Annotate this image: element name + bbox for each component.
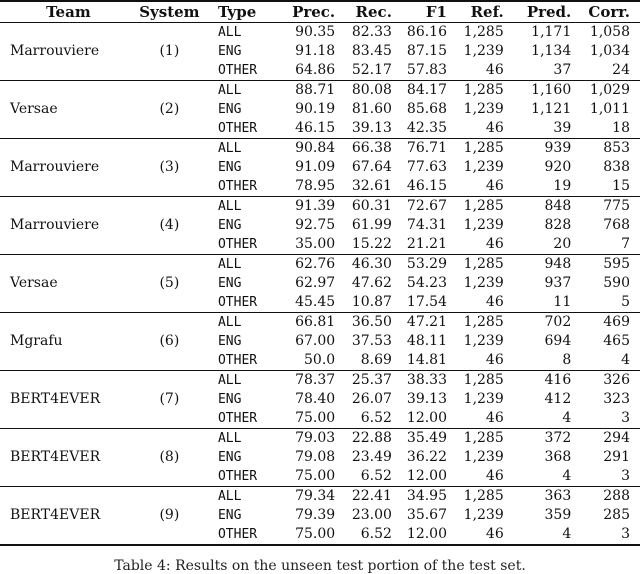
type-cell: ALL bbox=[217, 83, 242, 98]
type-cell: OTHER bbox=[217, 237, 258, 252]
rec-cell: 25.37 bbox=[351, 372, 392, 388]
ref-cell: 1,239 bbox=[463, 101, 504, 117]
team-cell: BERT4EVER bbox=[10, 507, 101, 523]
corr-cell: 1,029 bbox=[589, 82, 630, 98]
type-cell: ALL bbox=[217, 489, 242, 504]
ref-cell: 1,239 bbox=[463, 275, 504, 291]
corr-cell: 853 bbox=[603, 140, 630, 156]
prec-cell: 92.75 bbox=[295, 217, 336, 233]
rec-cell: 47.62 bbox=[351, 275, 392, 291]
type-cell: OTHER bbox=[217, 469, 258, 484]
system-cell: (9) bbox=[159, 507, 180, 523]
system-cell: (1) bbox=[159, 43, 180, 59]
ref-cell: 46 bbox=[485, 526, 504, 542]
prec-cell: 66.81 bbox=[295, 314, 336, 330]
prec-cell: 79.03 bbox=[295, 430, 336, 446]
team-cell: Versae bbox=[10, 101, 58, 117]
pred-cell: 1,134 bbox=[531, 43, 572, 59]
pred-cell: 1,121 bbox=[531, 101, 572, 117]
table-row bbox=[0, 23, 640, 43]
rec-cell: 8.69 bbox=[360, 352, 392, 368]
corr-cell: 285 bbox=[603, 507, 630, 523]
system-cell: (3) bbox=[159, 159, 180, 175]
corr-cell: 326 bbox=[603, 372, 630, 388]
header-ref: Ref. bbox=[470, 3, 504, 21]
corr-cell: 288 bbox=[603, 488, 630, 504]
rec-cell: 67.64 bbox=[351, 159, 392, 175]
prec-cell: 35.00 bbox=[295, 236, 336, 252]
pred-cell: 39 bbox=[553, 120, 572, 136]
team-cell: Marrouviere bbox=[10, 43, 100, 59]
f1-cell: 53.29 bbox=[406, 256, 447, 272]
type-cell: OTHER bbox=[217, 121, 258, 136]
type-cell: ENG bbox=[217, 392, 242, 407]
rec-cell: 36.50 bbox=[351, 314, 392, 330]
ref-cell: 1,285 bbox=[463, 198, 504, 214]
pred-cell: 4 bbox=[562, 468, 572, 484]
pred-cell: 1,171 bbox=[531, 24, 572, 40]
f1-cell: 77.63 bbox=[406, 159, 447, 175]
f1-cell: 39.13 bbox=[406, 391, 447, 407]
system-group bbox=[0, 197, 640, 255]
type-cell: ENG bbox=[217, 218, 242, 233]
prec-cell: 78.37 bbox=[295, 372, 336, 388]
type-cell: OTHER bbox=[217, 411, 258, 426]
table-row bbox=[0, 81, 640, 101]
table-row bbox=[0, 313, 640, 333]
pred-cell: 4 bbox=[562, 410, 572, 426]
ref-cell: 1,285 bbox=[463, 24, 504, 40]
corr-cell: 291 bbox=[603, 449, 630, 465]
ref-cell: 1,285 bbox=[463, 82, 504, 98]
header-system: System bbox=[139, 3, 200, 21]
prec-cell: 50.0 bbox=[304, 352, 336, 368]
type-cell: ALL bbox=[217, 431, 242, 446]
corr-cell: 590 bbox=[603, 275, 630, 291]
prec-cell: 91.09 bbox=[295, 159, 336, 175]
header-type: Type bbox=[217, 3, 257, 21]
team-cell: BERT4EVER bbox=[10, 449, 101, 465]
prec-cell: 62.97 bbox=[295, 275, 336, 291]
corr-cell: 1,034 bbox=[589, 43, 630, 59]
pred-cell: 412 bbox=[544, 391, 572, 407]
team-cell: Mgrafu bbox=[10, 333, 63, 349]
type-cell: ENG bbox=[217, 334, 242, 349]
f1-cell: 84.17 bbox=[406, 82, 447, 98]
rec-cell: 81.60 bbox=[351, 101, 392, 117]
prec-cell: 78.95 bbox=[295, 178, 336, 194]
prec-cell: 90.84 bbox=[295, 140, 336, 156]
f1-cell: 35.67 bbox=[406, 507, 447, 523]
rec-cell: 6.52 bbox=[360, 468, 392, 484]
rec-cell: 39.13 bbox=[351, 120, 392, 136]
ref-cell: 46 bbox=[485, 120, 504, 136]
f1-cell: 38.33 bbox=[406, 372, 447, 388]
corr-cell: 3 bbox=[621, 526, 630, 542]
ref-cell: 46 bbox=[485, 294, 504, 310]
corr-cell: 469 bbox=[603, 314, 630, 330]
f1-cell: 42.35 bbox=[406, 120, 447, 136]
prec-cell: 75.00 bbox=[295, 410, 336, 426]
type-cell: ALL bbox=[217, 141, 242, 156]
system-group bbox=[0, 139, 640, 197]
team-cell: BERT4EVER bbox=[10, 391, 101, 407]
f1-cell: 74.31 bbox=[406, 217, 447, 233]
corr-cell: 294 bbox=[603, 430, 630, 446]
prec-cell: 79.39 bbox=[295, 507, 336, 523]
rec-cell: 23.00 bbox=[351, 507, 392, 523]
table-row bbox=[0, 139, 640, 159]
system-group bbox=[0, 313, 640, 371]
f1-cell: 85.68 bbox=[406, 101, 447, 117]
type-cell: OTHER bbox=[217, 63, 258, 78]
header-team: Team bbox=[46, 3, 91, 21]
corr-cell: 323 bbox=[603, 391, 630, 407]
prec-cell: 90.35 bbox=[295, 24, 336, 40]
type-cell: ALL bbox=[217, 199, 242, 214]
rec-cell: 22.88 bbox=[351, 430, 392, 446]
corr-cell: 3 bbox=[621, 410, 630, 426]
ref-cell: 1,239 bbox=[463, 159, 504, 175]
f1-cell: 14.81 bbox=[406, 352, 447, 368]
table-header bbox=[0, 1, 640, 23]
ref-cell: 1,239 bbox=[463, 43, 504, 59]
type-cell: ENG bbox=[217, 44, 242, 59]
corr-cell: 24 bbox=[612, 62, 630, 78]
team-cell: Marrouviere bbox=[10, 217, 100, 233]
ref-cell: 1,239 bbox=[463, 217, 504, 233]
pred-cell: 694 bbox=[544, 333, 572, 349]
corr-cell: 1,011 bbox=[589, 101, 630, 117]
f1-cell: 47.21 bbox=[406, 314, 447, 330]
pred-cell: 19 bbox=[553, 178, 572, 194]
rec-cell: 26.07 bbox=[351, 391, 392, 407]
f1-cell: 12.00 bbox=[406, 526, 447, 542]
pred-cell: 11 bbox=[553, 294, 572, 310]
ref-cell: 1,285 bbox=[463, 430, 504, 446]
rec-cell: 82.33 bbox=[351, 24, 392, 40]
pred-cell: 37 bbox=[553, 62, 572, 78]
ref-cell: 46 bbox=[485, 62, 504, 78]
table-row bbox=[0, 487, 640, 507]
f1-cell: 87.15 bbox=[406, 43, 447, 59]
pred-cell: 368 bbox=[544, 449, 572, 465]
prec-cell: 78.40 bbox=[295, 391, 336, 407]
ref-cell: 46 bbox=[485, 178, 504, 194]
pred-cell: 920 bbox=[544, 159, 572, 175]
corr-cell: 18 bbox=[612, 120, 630, 136]
system-cell: (8) bbox=[159, 449, 180, 465]
f1-cell: 46.15 bbox=[406, 178, 447, 194]
ref-cell: 46 bbox=[485, 236, 504, 252]
prec-cell: 91.39 bbox=[295, 198, 336, 214]
rec-cell: 6.52 bbox=[360, 526, 392, 542]
pred-cell: 372 bbox=[544, 430, 572, 446]
ref-cell: 1,285 bbox=[463, 488, 504, 504]
corr-cell: 3 bbox=[621, 468, 630, 484]
corr-cell: 1,058 bbox=[589, 24, 630, 40]
rec-cell: 52.17 bbox=[351, 62, 392, 78]
pred-cell: 939 bbox=[544, 140, 572, 156]
table-row bbox=[0, 429, 640, 449]
f1-cell: 35.49 bbox=[406, 430, 447, 446]
pred-cell: 848 bbox=[544, 198, 572, 214]
pred-cell: 828 bbox=[544, 217, 572, 233]
f1-cell: 86.16 bbox=[406, 24, 447, 40]
ref-cell: 46 bbox=[485, 468, 504, 484]
type-cell: ENG bbox=[217, 102, 242, 117]
table-row bbox=[0, 255, 640, 275]
f1-cell: 12.00 bbox=[406, 468, 447, 484]
f1-cell: 72.67 bbox=[406, 198, 447, 214]
corr-cell: 775 bbox=[603, 198, 630, 214]
pred-cell: 363 bbox=[544, 488, 572, 504]
f1-cell: 12.00 bbox=[406, 410, 447, 426]
f1-cell: 34.95 bbox=[406, 488, 447, 504]
ref-cell: 46 bbox=[485, 410, 504, 426]
prec-cell: 46.15 bbox=[295, 120, 336, 136]
system-group bbox=[0, 371, 640, 429]
type-cell: ALL bbox=[217, 373, 242, 388]
prec-cell: 90.19 bbox=[295, 101, 336, 117]
type-cell: ENG bbox=[217, 450, 242, 465]
header-row bbox=[0, 1, 640, 23]
type-cell: OTHER bbox=[217, 527, 258, 542]
rec-cell: 6.52 bbox=[360, 410, 392, 426]
system-group bbox=[0, 81, 640, 139]
table-caption: Table 4: Results on the unseen test portion of the test set. bbox=[114, 558, 526, 574]
prec-cell: 45.45 bbox=[295, 294, 336, 310]
corr-cell: 15 bbox=[612, 178, 630, 194]
rec-cell: 10.87 bbox=[351, 294, 392, 310]
pred-cell: 416 bbox=[544, 372, 572, 388]
type-cell: ALL bbox=[217, 315, 242, 330]
rec-cell: 22.41 bbox=[351, 488, 392, 504]
prec-cell: 62.76 bbox=[295, 256, 336, 272]
system-group bbox=[0, 255, 640, 313]
system-cell: (6) bbox=[159, 333, 180, 349]
f1-cell: 57.83 bbox=[406, 62, 447, 78]
prec-cell: 75.00 bbox=[295, 468, 336, 484]
rec-cell: 83.45 bbox=[351, 43, 392, 59]
header-prec: Prec. bbox=[292, 3, 336, 21]
rec-cell: 46.30 bbox=[351, 256, 392, 272]
f1-cell: 21.21 bbox=[406, 236, 447, 252]
f1-cell: 76.71 bbox=[406, 140, 447, 156]
type-cell: ENG bbox=[217, 160, 242, 175]
ref-cell: 1,285 bbox=[463, 140, 504, 156]
team-cell: Versae bbox=[10, 275, 58, 291]
ref-cell: 1,239 bbox=[463, 391, 504, 407]
system-cell: (4) bbox=[159, 217, 180, 233]
system-cell: (2) bbox=[159, 101, 180, 117]
corr-cell: 7 bbox=[621, 236, 630, 252]
corr-cell: 768 bbox=[603, 217, 630, 233]
prec-cell: 79.08 bbox=[295, 449, 336, 465]
prec-cell: 75.00 bbox=[295, 526, 336, 542]
ref-cell: 46 bbox=[485, 352, 504, 368]
prec-cell: 67.00 bbox=[295, 333, 336, 349]
header-corr: Corr. bbox=[588, 3, 630, 21]
pred-cell: 8 bbox=[562, 352, 572, 368]
rec-cell: 23.49 bbox=[351, 449, 392, 465]
system-group bbox=[0, 23, 640, 81]
pred-cell: 937 bbox=[544, 275, 572, 291]
rec-cell: 15.22 bbox=[351, 236, 392, 252]
corr-cell: 595 bbox=[603, 256, 630, 272]
corr-cell: 838 bbox=[603, 159, 630, 175]
ref-cell: 1,239 bbox=[463, 449, 504, 465]
prec-cell: 91.18 bbox=[295, 43, 336, 59]
type-cell: OTHER bbox=[217, 179, 258, 194]
table-row bbox=[0, 371, 640, 391]
header-pred: Pred. bbox=[526, 3, 572, 21]
prec-cell: 64.86 bbox=[295, 62, 336, 78]
rec-cell: 37.53 bbox=[351, 333, 392, 349]
corr-cell: 5 bbox=[621, 294, 630, 310]
type-cell: OTHER bbox=[217, 353, 258, 368]
rec-cell: 61.99 bbox=[351, 217, 392, 233]
type-cell: OTHER bbox=[217, 295, 258, 310]
f1-cell: 36.22 bbox=[406, 449, 447, 465]
ref-cell: 1,285 bbox=[463, 372, 504, 388]
pred-cell: 1,160 bbox=[531, 82, 572, 98]
system-cell: (7) bbox=[159, 391, 180, 407]
rec-cell: 66.38 bbox=[351, 140, 392, 156]
pred-cell: 359 bbox=[544, 507, 572, 523]
f1-cell: 48.11 bbox=[406, 333, 447, 349]
f1-cell: 17.54 bbox=[406, 294, 447, 310]
ref-cell: 1,239 bbox=[463, 507, 504, 523]
pred-cell: 20 bbox=[553, 236, 572, 252]
ref-cell: 1,239 bbox=[463, 333, 504, 349]
system-cell: (5) bbox=[159, 275, 180, 291]
table-row bbox=[0, 197, 640, 217]
pred-cell: 948 bbox=[544, 256, 572, 272]
ref-cell: 1,285 bbox=[463, 314, 504, 330]
rec-cell: 32.61 bbox=[351, 178, 392, 194]
team-cell: Marrouviere bbox=[10, 159, 100, 175]
pred-cell: 702 bbox=[544, 314, 572, 330]
header-rec: Rec. bbox=[355, 3, 392, 21]
corr-cell: 465 bbox=[603, 333, 630, 349]
type-cell: ENG bbox=[217, 508, 242, 523]
system-group bbox=[0, 487, 640, 546]
pred-cell: 4 bbox=[562, 526, 572, 542]
header-f1: F1 bbox=[425, 3, 447, 21]
type-cell: ALL bbox=[217, 25, 242, 40]
type-cell: ALL bbox=[217, 257, 242, 272]
system-group bbox=[0, 429, 640, 487]
ref-cell: 1,285 bbox=[463, 256, 504, 272]
prec-cell: 79.34 bbox=[295, 488, 336, 504]
prec-cell: 88.71 bbox=[295, 82, 336, 98]
type-cell: ENG bbox=[217, 276, 242, 291]
rec-cell: 80.08 bbox=[351, 82, 392, 98]
f1-cell: 54.23 bbox=[406, 275, 447, 291]
rec-cell: 60.31 bbox=[351, 198, 392, 214]
corr-cell: 4 bbox=[621, 352, 630, 368]
